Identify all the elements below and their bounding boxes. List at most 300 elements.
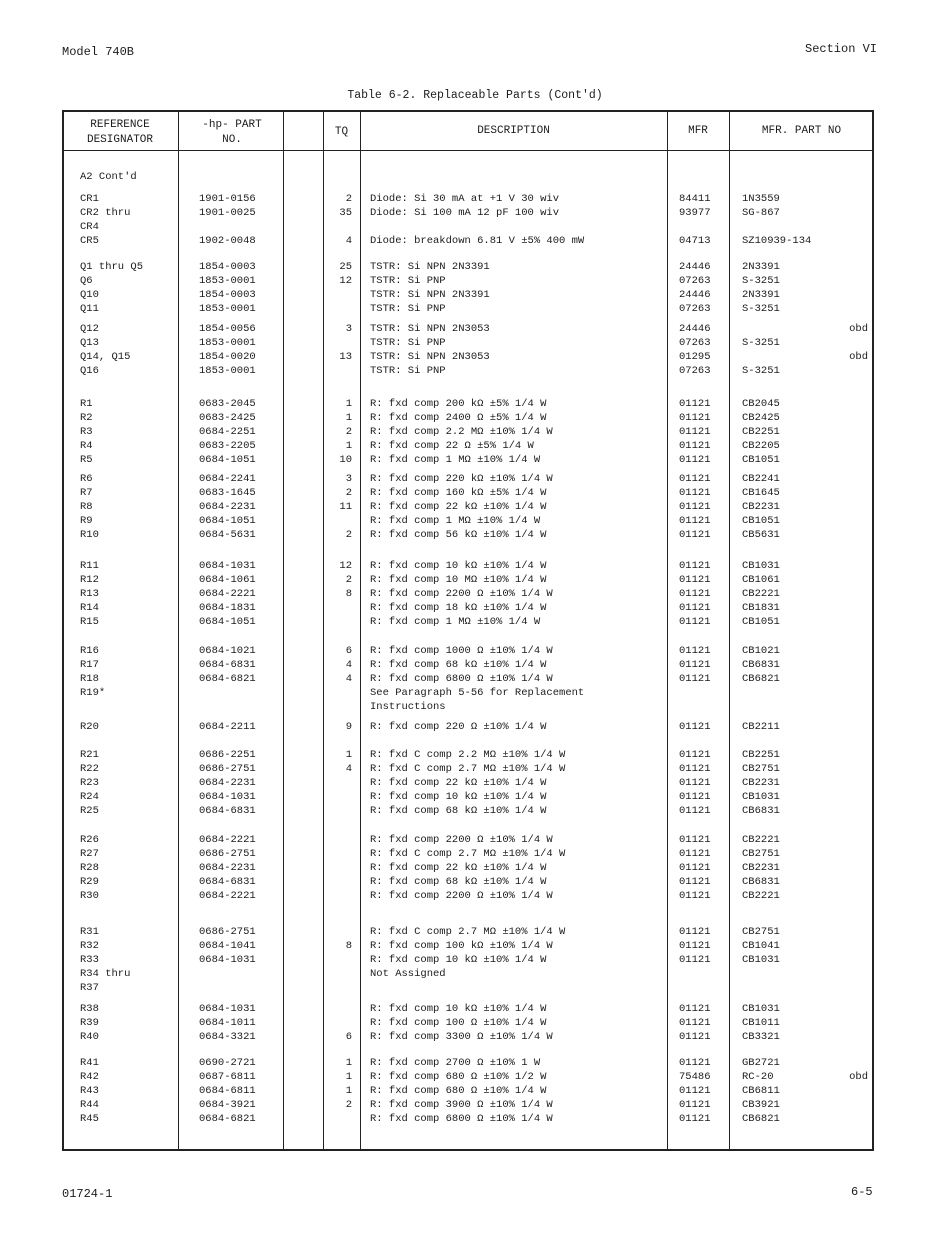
cell-ref: CR2 thru (80, 207, 131, 219)
cell-mfr: 01121 (679, 659, 711, 671)
table-row (64, 288, 872, 302)
table-row (64, 170, 872, 184)
cell-part: 0684-6821 (199, 1113, 256, 1125)
cell-mfr: 01121 (679, 515, 711, 527)
cell-desc: R: fxd comp 10 kΩ ±10% 1/4 W (370, 791, 547, 803)
cell-tq: 4 (345, 673, 352, 685)
cell-mfr: 01121 (679, 412, 711, 424)
table-row (64, 397, 872, 411)
cell-mpn: CB2045 (742, 398, 780, 410)
table-row (64, 350, 872, 364)
cell-tq: 1 (345, 440, 352, 452)
cell-mpn: CB2751 (742, 763, 780, 775)
cell-mpn: CB2221 (742, 834, 780, 846)
cell-desc: R: fxd comp 10 kΩ ±10% 1/4 W (370, 1003, 547, 1015)
cell-mfr: 01295 (679, 351, 711, 363)
cell-mfr: 01121 (679, 588, 711, 600)
cell-ref: R13 (80, 588, 99, 600)
table-row (64, 206, 872, 220)
cell-mpn: CB2221 (742, 588, 780, 600)
cell-mpn: CB1041 (742, 940, 780, 952)
table-row (64, 453, 872, 467)
cell-mpn: CB1031 (742, 954, 780, 966)
cell-mpn: CB2251 (742, 749, 780, 761)
cell-part: 0684-1831 (199, 602, 256, 614)
cell-part: 0684-2241 (199, 473, 256, 485)
table-row (64, 425, 872, 439)
cell-mfr: 04713 (679, 235, 711, 247)
cell-mpn: CB2231 (742, 862, 780, 874)
cell-ref: R26 (80, 834, 99, 846)
table-row (64, 1084, 872, 1098)
cell-ref: R9 (80, 515, 93, 527)
cell-ref: R45 (80, 1113, 99, 1125)
cell-mfr: 01121 (679, 1003, 711, 1015)
cell-desc: R: fxd comp 2200 Ω ±10% 1/4 W (370, 834, 553, 846)
cell-part: 0684-3321 (199, 1031, 256, 1043)
cell-part: 0686-2251 (199, 749, 256, 761)
cell-tq: 2 (345, 487, 352, 499)
cell-ref: R21 (80, 749, 99, 761)
table-row (64, 686, 872, 700)
table-row (64, 748, 872, 762)
cell-part: 1901-0025 (199, 207, 256, 219)
cell-tq: 2 (345, 1099, 352, 1111)
table-row (64, 573, 872, 587)
table-row (64, 953, 872, 967)
cell-ref: R10 (80, 529, 99, 541)
cell-ref: Q1 thru Q5 (80, 261, 144, 273)
cell-mfr: 01121 (679, 834, 711, 846)
cell-tq: 1 (345, 1085, 352, 1097)
cell-mfr: 07263 (679, 303, 711, 315)
table-row (64, 472, 872, 486)
cell-ref: R11 (80, 560, 99, 572)
cell-ref: Q13 (80, 337, 99, 349)
cell-mpn: CB1011 (742, 1017, 780, 1029)
cell-part: 1853-0001 (199, 275, 256, 287)
cell-part: 0684-1031 (199, 791, 256, 803)
cell-mfr: 01121 (679, 440, 711, 452)
cell-desc: R: fxd comp 68 kΩ ±10% 1/4 W (370, 876, 547, 888)
cell-mfr: 01121 (679, 574, 711, 586)
cell-tq: 2 (345, 574, 352, 586)
cell-desc: R: fxd comp 3300 Ω ±10% 1/4 W (370, 1031, 553, 1043)
cell-desc: R: fxd comp 18 kΩ ±10% 1/4 W (370, 602, 547, 614)
cell-desc: R: fxd comp 22 kΩ ±10% 1/4 W (370, 862, 547, 874)
cell-desc: TSTR: Si PNP (370, 275, 446, 287)
cell-mpn: CB1021 (742, 645, 780, 657)
cell-mpn: S-3251 (742, 365, 780, 377)
cell-mpn: CB2231 (742, 777, 780, 789)
cell-desc: R: fxd C comp 2.7 MΩ ±10% 1/4 W (370, 926, 566, 938)
table-row (64, 658, 872, 672)
cell-mpn: CB3321 (742, 1031, 780, 1043)
cell-ref: R19* (80, 687, 106, 699)
cell-mpn: CB2425 (742, 412, 780, 424)
cell-mfr: 24446 (679, 289, 711, 301)
cell-desc: TSTR: Si PNP (370, 337, 446, 349)
cell-mpn: CB6831 (742, 659, 780, 671)
cell-ref: Q6 (80, 275, 93, 287)
cell-ref: R12 (80, 574, 99, 586)
column-header-ref: REFERENCE DESIGNATOR (86, 119, 153, 146)
cell-part: 1853-0001 (199, 303, 256, 315)
cell-part: 0683-2205 (199, 440, 256, 452)
table-row (64, 302, 872, 316)
column-header-desc: DESCRIPTION (477, 125, 550, 137)
cell-ref: CR4 (80, 221, 99, 233)
cell-tq: 1 (345, 1057, 352, 1069)
cell-desc: R: fxd comp 6800 Ω ±10% 1/4 W (370, 1113, 553, 1125)
cell-desc: Diode: Si 100 mA 12 pF 100 wiv (370, 207, 560, 219)
cell-tq: 1 (345, 1071, 352, 1083)
cell-ref: R16 (80, 645, 99, 657)
cell-ref: Q10 (80, 289, 99, 301)
cell-mpn: CB6821 (742, 1113, 780, 1125)
cell-mfr: 01121 (679, 1017, 711, 1029)
cell-mfr: 84411 (679, 193, 711, 205)
table-row (64, 720, 872, 734)
cell-tq: 3 (345, 473, 352, 485)
cell-part: 0684-1051 (199, 454, 256, 466)
cell-ref: R41 (80, 1057, 99, 1069)
cell-mfr: 24446 (679, 261, 711, 273)
cell-tq: 12 (339, 560, 352, 572)
cell-mpn: CB1031 (742, 791, 780, 803)
cell-desc: R: fxd comp 22 kΩ ±10% 1/4 W (370, 501, 547, 513)
table-row (64, 981, 872, 995)
footer-pagenum: 6-5 (851, 1185, 873, 1199)
cell-mpn: CB1061 (742, 574, 780, 586)
cell-mfr: 01121 (679, 862, 711, 874)
cell-part: 0684-6831 (199, 805, 256, 817)
cell-ref: R33 (80, 954, 99, 966)
cell-desc: R: fxd comp 2200 Ω ±10% 1/4 W (370, 890, 553, 902)
cell-desc: TSTR: Si NPN 2N3391 (370, 261, 490, 273)
cell-ref: R38 (80, 1003, 99, 1015)
cell-mpn: CB2221 (742, 890, 780, 902)
cell-mpn: S-3251 (742, 303, 780, 315)
cell-desc: Not Assigned (370, 968, 446, 980)
column-header-tq: TQ (334, 126, 349, 138)
cell-tq: 35 (339, 207, 352, 219)
cell-part: 1901-0156 (199, 193, 256, 205)
table-row (64, 762, 872, 776)
cell-desc: R: fxd C comp 2.7 MΩ ±10% 1/4 W (370, 763, 566, 775)
cell-ref: R42 (80, 1071, 99, 1083)
cell-desc: R: fxd comp 68 kΩ ±10% 1/4 W (370, 805, 547, 817)
cell-mfr: 01121 (679, 473, 711, 485)
cell-desc: R: fxd comp 10 kΩ ±10% 1/4 W (370, 954, 547, 966)
cell-part: 0686-2751 (199, 848, 256, 860)
cell-mark: obd (849, 1071, 868, 1083)
cell-part: 0686-2751 (199, 763, 256, 775)
cell-mfr: 01121 (679, 926, 711, 938)
cell-mfr: 01121 (679, 954, 711, 966)
cell-part: 0684-2211 (199, 721, 256, 733)
cell-desc: R: fxd comp 200 kΩ ±5% 1/4 W (370, 398, 547, 410)
cell-desc: Instructions (370, 701, 446, 713)
table-row (64, 587, 872, 601)
parts-table (62, 110, 874, 1151)
cell-ref: R29 (80, 876, 99, 888)
cell-mfr: 01121 (679, 616, 711, 628)
cell-desc: TSTR: Si NPN 2N3053 (370, 323, 490, 335)
cell-mfr: 01121 (679, 805, 711, 817)
cell-tq: 6 (345, 645, 352, 657)
cell-ref: R43 (80, 1085, 99, 1097)
cell-part: 0684-5631 (199, 529, 256, 541)
cell-part: 0684-2231 (199, 862, 256, 874)
cell-mpn: RC-20 (742, 1071, 774, 1083)
table-row (64, 889, 872, 903)
table-row (64, 1098, 872, 1112)
cell-desc: R: fxd comp 680 Ω ±10% 1/4 W (370, 1085, 547, 1097)
cell-part: 0684-1031 (199, 954, 256, 966)
cell-mfr: 01121 (679, 1113, 711, 1125)
cell-ref: R25 (80, 805, 99, 817)
cell-part: 0684-6811 (199, 1085, 256, 1097)
cell-part: 0684-1051 (199, 616, 256, 628)
cell-mfr: 01121 (679, 876, 711, 888)
table-row (64, 861, 872, 875)
cell-ref: R24 (80, 791, 99, 803)
cell-part: 1854-0003 (199, 261, 256, 273)
cell-mfr: 01121 (679, 890, 711, 902)
cell-mpn: 1N3559 (742, 193, 780, 205)
header-divider (64, 150, 872, 151)
cell-ref: A2 Cont'd (80, 171, 137, 183)
cell-tq: 2 (345, 426, 352, 438)
cell-mpn: CB6831 (742, 876, 780, 888)
model-label: Model 740B (62, 45, 135, 59)
cell-ref: R44 (80, 1099, 99, 1111)
cell-part: 0687-6811 (199, 1071, 256, 1083)
table-row (64, 1002, 872, 1016)
table-row (64, 192, 872, 206)
table-row (64, 260, 872, 274)
cell-ref: Q12 (80, 323, 99, 335)
cell-ref: R1 (80, 398, 93, 410)
cell-tq: 25 (339, 261, 352, 273)
cell-desc: R: fxd comp 220 kΩ ±10% 1/4 W (370, 473, 553, 485)
cell-part: 0684-1031 (199, 1003, 256, 1015)
cell-ref: R28 (80, 862, 99, 874)
cell-mfr: 07263 (679, 275, 711, 287)
table-row (64, 322, 872, 336)
cell-mark: obd (849, 323, 868, 335)
table-row (64, 220, 872, 234)
cell-desc: R: fxd comp 1 MΩ ±10% 1/4 W (370, 454, 541, 466)
table-row (64, 847, 872, 861)
cell-tq: 12 (339, 275, 352, 287)
cell-part: 0686-2751 (199, 926, 256, 938)
cell-ref: R3 (80, 426, 93, 438)
cell-mfr: 01121 (679, 673, 711, 685)
cell-desc: R: fxd comp 100 Ω ±10% 1/4 W (370, 1017, 547, 1029)
cell-ref: R22 (80, 763, 99, 775)
cell-ref: CR5 (80, 235, 99, 247)
cell-desc: R: fxd C comp 2.7 MΩ ±10% 1/4 W (370, 848, 566, 860)
cell-tq: 3 (345, 323, 352, 335)
cell-ref: R7 (80, 487, 93, 499)
cell-part: 0683-2045 (199, 398, 256, 410)
table-row (64, 336, 872, 350)
cell-ref: R5 (80, 454, 93, 466)
cell-part: 0684-2221 (199, 588, 256, 600)
cell-ref: R27 (80, 848, 99, 860)
table-row (64, 776, 872, 790)
table-row (64, 1056, 872, 1070)
column-header-mfr-part: MFR. PART NO (761, 125, 842, 137)
cell-desc: R: fxd comp 2700 Ω ±10% 1 W (370, 1057, 541, 1069)
cell-tq: 8 (345, 940, 352, 952)
cell-mpn: 2N3391 (742, 289, 780, 301)
cell-desc: R: fxd comp 22 Ω ±5% 1/4 W (370, 440, 534, 452)
cell-ref: Q14, Q15 (80, 351, 131, 363)
cell-ref: R15 (80, 616, 99, 628)
cell-part: 0684-3921 (199, 1099, 256, 1111)
footer-docnum: 01724-1 (62, 1187, 113, 1201)
cell-mfr: 93977 (679, 207, 711, 219)
table-row (64, 1112, 872, 1126)
cell-mfr: 01121 (679, 426, 711, 438)
cell-tq: 1 (345, 749, 352, 761)
table-row (64, 700, 872, 714)
cell-desc: R: fxd comp 56 kΩ ±10% 1/4 W (370, 529, 547, 541)
cell-mfr: 01121 (679, 848, 711, 860)
cell-mfr: 75486 (679, 1071, 711, 1083)
cell-mpn: CB1051 (742, 515, 780, 527)
cell-part: 1853-0001 (199, 337, 256, 349)
cell-mpn: SG-867 (742, 207, 780, 219)
column-header-part: -hp- PART NO. (202, 119, 262, 146)
table-row (64, 601, 872, 615)
cell-mfr: 01121 (679, 1057, 711, 1069)
cell-ref: R30 (80, 890, 99, 902)
cell-mpn: CB1031 (742, 1003, 780, 1015)
table-row (64, 790, 872, 804)
cell-ref: R37 (80, 982, 99, 994)
cell-part: 0683-1645 (199, 487, 256, 499)
cell-part: 0684-1051 (199, 515, 256, 527)
cell-mpn: CB2751 (742, 926, 780, 938)
table-row (64, 411, 872, 425)
cell-desc: R: fxd comp 2.2 MΩ ±10% 1/4 W (370, 426, 553, 438)
cell-tq: 11 (339, 501, 352, 513)
cell-mpn: CB6831 (742, 805, 780, 817)
cell-tq: 4 (345, 763, 352, 775)
table-row (64, 1030, 872, 1044)
cell-mfr: 01121 (679, 501, 711, 513)
table-row (64, 939, 872, 953)
table-row (64, 559, 872, 573)
table-row (64, 1016, 872, 1030)
cell-tq: 13 (339, 351, 352, 363)
cell-mfr: 01121 (679, 1031, 711, 1043)
cell-mpn: CB3921 (742, 1099, 780, 1111)
cell-tq: 9 (345, 721, 352, 733)
cell-ref: R34 thru (80, 968, 131, 980)
cell-desc: See Paragraph 5-56 for Replacement (370, 687, 585, 699)
cell-desc: R: fxd comp 68 kΩ ±10% 1/4 W (370, 659, 547, 671)
table-row (64, 615, 872, 629)
cell-part: 0684-1041 (199, 940, 256, 952)
table-row (64, 234, 872, 248)
cell-ref: Q16 (80, 365, 99, 377)
cell-mpn: CB2751 (742, 848, 780, 860)
cell-mpn: CB1031 (742, 560, 780, 572)
cell-tq: 4 (345, 659, 352, 671)
cell-part: 0684-2221 (199, 890, 256, 902)
cell-part: 1853-0001 (199, 365, 256, 377)
cell-mpn: 2N3391 (742, 261, 780, 273)
cell-tq: 1 (345, 398, 352, 410)
cell-part: 1854-0003 (199, 289, 256, 301)
table-row (64, 364, 872, 378)
cell-ref: R14 (80, 602, 99, 614)
table-title: Table 6-2. Replaceable Parts (Cont'd) (347, 89, 603, 102)
cell-part: 0684-6831 (199, 659, 256, 671)
table-row (64, 925, 872, 939)
cell-mpn: CB1831 (742, 602, 780, 614)
cell-part: 0684-2251 (199, 426, 256, 438)
cell-ref: R23 (80, 777, 99, 789)
cell-mfr: 01121 (679, 1099, 711, 1111)
cell-desc: Diode: Si 30 mA at +1 V 30 wiv (370, 193, 560, 205)
cell-mpn: CB2241 (742, 473, 780, 485)
cell-mpn: CB5631 (742, 529, 780, 541)
cell-desc: R: fxd comp 160 kΩ ±5% 1/4 W (370, 487, 547, 499)
cell-mpn: CB2211 (742, 721, 780, 733)
cell-desc: R: fxd comp 3900 Ω ±10% 1/4 W (370, 1099, 553, 1111)
cell-mpn: GB2721 (742, 1057, 780, 1069)
cell-mpn: CB2251 (742, 426, 780, 438)
cell-mfr: 07263 (679, 337, 711, 349)
cell-part: 0683-2425 (199, 412, 256, 424)
cell-mpn: CB6811 (742, 1085, 780, 1097)
cell-tq: 10 (339, 454, 352, 466)
cell-ref: R32 (80, 940, 99, 952)
cell-part: 0684-6831 (199, 876, 256, 888)
table-row (64, 439, 872, 453)
cell-mpn: CB1051 (742, 616, 780, 628)
cell-part: 0684-2221 (199, 834, 256, 846)
table-row (64, 875, 872, 889)
cell-desc: R: fxd comp 6800 Ω ±10% 1/4 W (370, 673, 553, 685)
cell-part: 1854-0056 (199, 323, 256, 335)
cell-desc: R: fxd C comp 2.2 MΩ ±10% 1/4 W (370, 749, 566, 761)
cell-desc: R: fxd comp 2400 Ω ±5% 1/4 W (370, 412, 547, 424)
table-row (64, 528, 872, 542)
table-row (64, 1070, 872, 1084)
table-row (64, 833, 872, 847)
cell-ref: R17 (80, 659, 99, 671)
cell-part: 0684-6821 (199, 673, 256, 685)
cell-mark: obd (849, 351, 868, 363)
cell-desc: R: fxd comp 220 Ω ±10% 1/4 W (370, 721, 547, 733)
cell-ref: R31 (80, 926, 99, 938)
table-row (64, 672, 872, 686)
cell-desc: R: fxd comp 10 kΩ ±10% 1/4 W (370, 560, 547, 572)
cell-tq: 2 (345, 529, 352, 541)
cell-mfr: 01121 (679, 777, 711, 789)
cell-mfr: 01121 (679, 454, 711, 466)
cell-mfr: 01121 (679, 791, 711, 803)
table-row (64, 644, 872, 658)
cell-part: 1902-0048 (199, 235, 256, 247)
